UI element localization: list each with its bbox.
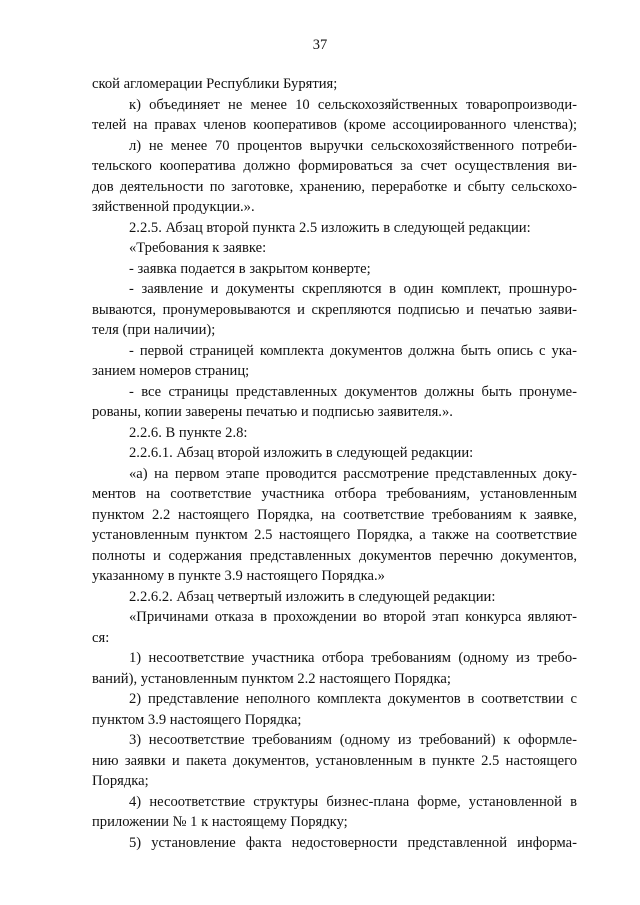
text-line: «а) на первом этапе проводится рассмотрение представленных доку- xyxy=(129,465,577,482)
text-line: ваний), установленным пунктом 2.2 настоящего Порядка; xyxy=(92,670,451,687)
text-line: 4) несоответствие структуры бизнес-плана форме, установленной в xyxy=(129,793,577,810)
text-line: 2.2.6.2. Абзац четвертый изложить в следующей редакции: xyxy=(129,588,496,605)
text-line: теля (при наличии); xyxy=(92,322,216,338)
text-line: занием номеров страниц; xyxy=(92,363,250,379)
text-line: ментов на соответствие участника отбора требованиям, установленным xyxy=(92,486,577,502)
text-line: к) объединяет не менее 10 сельскохозяйственных товаропроизводи- xyxy=(129,96,577,113)
text-line: полноты и содержания представленных документов перечню документов, xyxy=(92,547,577,564)
text-line: тельского кооператива должно формироваться за счет осуществления ви- xyxy=(92,158,577,174)
text-line: указанному в пункте 3.9 настоящего Порядка.» xyxy=(92,568,385,584)
text-line: приложении № 1 к настоящему Порядку; xyxy=(92,814,348,830)
text-line: 2.2.6. В пункте 2.8: xyxy=(129,424,248,441)
text-line: л) не менее 70 процентов выручки сельскохозяйственного потреби- xyxy=(129,137,577,154)
text-line: телей на правах членов кооперативов (кроме ассоциированного членства); xyxy=(92,117,577,133)
page-number: 37 xyxy=(312,37,328,53)
text-line: 5) установление факта недостоверности представленной информа- xyxy=(129,834,577,851)
text-line: ся: xyxy=(92,629,110,646)
text-line: вываются, пронумеровываются и скрепляются подписью и печатью заяви- xyxy=(92,301,577,318)
text-line: 2.2.6.1. Абзац второй изложить в следующей редакции: xyxy=(129,445,474,461)
text-line: пунктом 2.2 настоящего Порядка, на соответствие требованиям к заявке, xyxy=(92,506,577,523)
text-line: ской агломерации Республики Бурятия; xyxy=(92,76,338,92)
text-line: - первой страницей комплекта документов должна быть опись с ука- xyxy=(129,342,577,359)
text-line: 2) представление неполного комплекта документов в соответствии с xyxy=(129,691,577,707)
text-line: пунктом 3.9 настоящего Порядка; xyxy=(92,711,302,728)
text-line: нию заявки и пакета документов, установленным в пункте 2.5 настоящего xyxy=(92,752,577,769)
text-line: Порядка; xyxy=(92,773,149,789)
text-line: «Причинами отказа в прохождении во второй этап конкурса являют- xyxy=(129,609,577,625)
text-line: 1) несоответствие участника отбора требованиям (одному из требо- xyxy=(129,650,577,666)
text-line: - заявление и документы скрепляются в один комплект, прошнуро- xyxy=(129,281,577,297)
text-line: - все страницы представленных документов должны быть пронуме- xyxy=(129,383,577,400)
text-line: 2.2.5. Абзац второй пункта 2.5 изложить в следующей редакции: xyxy=(129,219,531,236)
text-line: 3) несоответствие требованиям (одному из требований) к оформле- xyxy=(129,732,577,748)
text-line: установленным пунктом 2.5 настоящего Порядка, а также на соответствие xyxy=(92,527,577,543)
body-text xyxy=(92,74,577,853)
text-line: дов деятельности по заготовке, хранению, переработке и сбыту сельскохо- xyxy=(92,178,577,195)
text-line: рованы, копии заверены печатью и подписью заявителя.». xyxy=(92,404,453,420)
text-line: - заявка подается в закрытом конверте; xyxy=(129,260,371,277)
text-line: «Требования к заявке: xyxy=(129,240,267,256)
text-line: зяйственной продукции.». xyxy=(92,199,255,215)
